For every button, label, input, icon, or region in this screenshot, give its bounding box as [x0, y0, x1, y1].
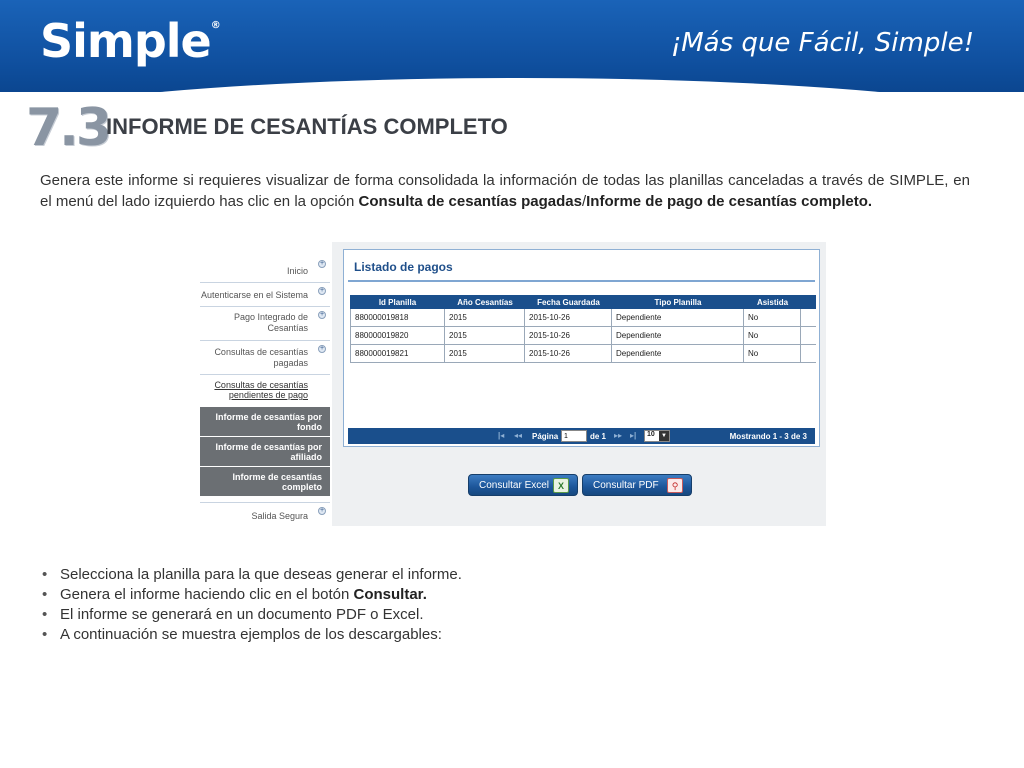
first-page-icon[interactable]: |◂	[498, 431, 505, 440]
menu-item-consultas-pendientes[interactable]	[200, 374, 330, 406]
logo-text: Simple	[40, 14, 211, 68]
expand-icon: +	[319, 311, 325, 318]
menu-item-consultas-pagadas[interactable]	[200, 340, 330, 374]
menu-item-inicio[interactable]	[200, 256, 330, 282]
page-label: Página	[532, 432, 559, 441]
expand-icon: +	[319, 345, 325, 352]
consultar-excel-button[interactable]	[468, 474, 578, 496]
header-banner	[0, 0, 1024, 92]
table-cell: No	[744, 345, 801, 362]
side-menu	[200, 242, 330, 526]
slogan: ¡Más que Fácil, Simple!	[670, 28, 974, 58]
column-header[interactable]: Tipo Planilla	[654, 297, 702, 307]
menu-item-label: Informe de cesantías por	[215, 442, 322, 452]
table-header	[350, 295, 816, 309]
list-item	[42, 605, 942, 625]
pdf-icon: ⚲	[667, 478, 683, 493]
table-cell: No	[744, 309, 801, 326]
intro-bold-2: Informe de pago de cesantías completo.	[586, 193, 873, 210]
section-title: INFORME DE CESANTÍAS COMPLETO	[106, 114, 508, 139]
intro-bold-1: Consulta de cesantías pagadas	[358, 193, 582, 210]
listing-panel	[343, 249, 820, 447]
title-divider	[348, 280, 815, 282]
last-page-icon[interactable]: ▸|	[630, 431, 637, 440]
menu-item-label: pagadas	[273, 358, 308, 368]
table-cell: Dependiente	[612, 327, 744, 344]
table-row[interactable]	[350, 309, 816, 327]
expand-icon: +	[319, 287, 325, 294]
consultar-pdf-button[interactable]	[582, 474, 692, 496]
menu-item-label: Cesantías	[267, 323, 308, 333]
button-label: Consultar PDF	[593, 480, 659, 491]
bullet-text: Genera el informe haciendo clic en el botón	[60, 586, 354, 603]
simple-logo	[40, 14, 220, 68]
prev-page-icon[interactable]: ◂◂	[514, 431, 523, 440]
listing-title: Listado de pagos	[354, 260, 453, 274]
menu-item-label: Inicio	[286, 266, 308, 276]
intro-text-1: Genera este informe si requieres visualizar de forma consolidada la información de todas las planillas canceladas a través de SIMPLE, en el menú del lado izquierdo has clic en la opción	[40, 172, 970, 210]
table-cell: 880000019818	[350, 309, 445, 326]
table-row[interactable]	[350, 345, 816, 363]
next-page-icon[interactable]: ▸▸	[614, 431, 623, 440]
table-cell: 880000019821	[350, 345, 445, 362]
per-page-value: 10	[647, 431, 655, 438]
bullet-text: Selecciona la planilla para la que deseas generar el informe.	[60, 566, 462, 583]
pagination-bar	[348, 428, 815, 444]
payments-table	[350, 295, 816, 363]
menu-item-label: fondo	[297, 422, 322, 432]
column-header[interactable]: Id Planilla	[378, 297, 417, 307]
table-cell: 2015-10-26	[525, 309, 612, 326]
table-cell: 2015-10-26	[525, 345, 612, 362]
table-row[interactable]	[350, 327, 816, 345]
menu-item-informe-completo[interactable]	[200, 466, 330, 496]
expand-icon: +	[319, 507, 325, 514]
column-header[interactable]: Año Cesantías	[457, 297, 513, 307]
table-cell: 880000019820	[350, 327, 445, 344]
menu-item-label: Pago Integrado de	[233, 312, 308, 322]
intro-text-2: /	[581, 193, 587, 210]
bullet-text: El informe se generará en un documento PDF o Excel.	[60, 606, 424, 623]
list-item	[42, 565, 942, 585]
button-label: Consultar Excel	[479, 480, 550, 491]
menu-item-label: Consultas de cesantías	[214, 347, 308, 357]
table-cell: No	[744, 327, 801, 344]
menu-item-label: completo	[281, 482, 322, 492]
page-count: de 1	[590, 432, 607, 441]
table-cell: Dependiente	[612, 345, 744, 362]
list-item	[42, 625, 942, 645]
column-header[interactable]: Asistida	[756, 297, 789, 307]
header-curve	[0, 78, 1024, 92]
column-header[interactable]: Fecha Guardada	[537, 297, 600, 307]
bullet-bold: Consultar.	[353, 586, 427, 603]
table-cell: 2015-10-26	[525, 327, 612, 344]
bullet-text: A continuación se muestra ejemplos de los descargables:	[60, 626, 442, 643]
excel-icon: X	[553, 478, 569, 493]
menu-item-salida-segura[interactable]	[200, 502, 330, 526]
menu-item-label: Autenticarse en el Sistema	[200, 290, 308, 300]
table-cell: Dependiente	[612, 309, 744, 326]
menu-item-label: Consultas de cesantías	[214, 380, 308, 390]
menu-item-informe-fondo[interactable]	[200, 406, 330, 436]
app-screenshot	[200, 242, 826, 526]
menu-item-label: Salida Segura	[251, 511, 308, 521]
intro-paragraph	[40, 170, 970, 212]
records-summary: Mostrando 1 - 3 de 3	[729, 432, 807, 441]
menu-item-label: Informe de cesantías	[232, 472, 322, 482]
expand-icon: +	[319, 260, 325, 267]
logo-mark: ®	[210, 20, 220, 31]
chevron-down-icon: ▼	[659, 431, 669, 441]
section-number: 7.3	[26, 98, 110, 158]
instructions-list	[42, 565, 942, 645]
menu-item-label: Informe de cesantías por	[215, 412, 322, 422]
table-cell: 2015	[445, 345, 525, 362]
page-input[interactable]	[561, 430, 587, 442]
menu-item-label: afiliado	[290, 452, 322, 462]
menu-item-informe-afiliado[interactable]	[200, 436, 330, 466]
menu-item-pago-integrado[interactable]	[200, 306, 330, 340]
per-page-select[interactable]	[644, 430, 670, 442]
menu-item-label: pendientes de pago	[228, 390, 308, 400]
table-cell: 2015	[445, 327, 525, 344]
menu-item-autenticarse[interactable]	[200, 282, 330, 306]
table-cell: 2015	[445, 309, 525, 326]
list-item	[42, 585, 942, 605]
